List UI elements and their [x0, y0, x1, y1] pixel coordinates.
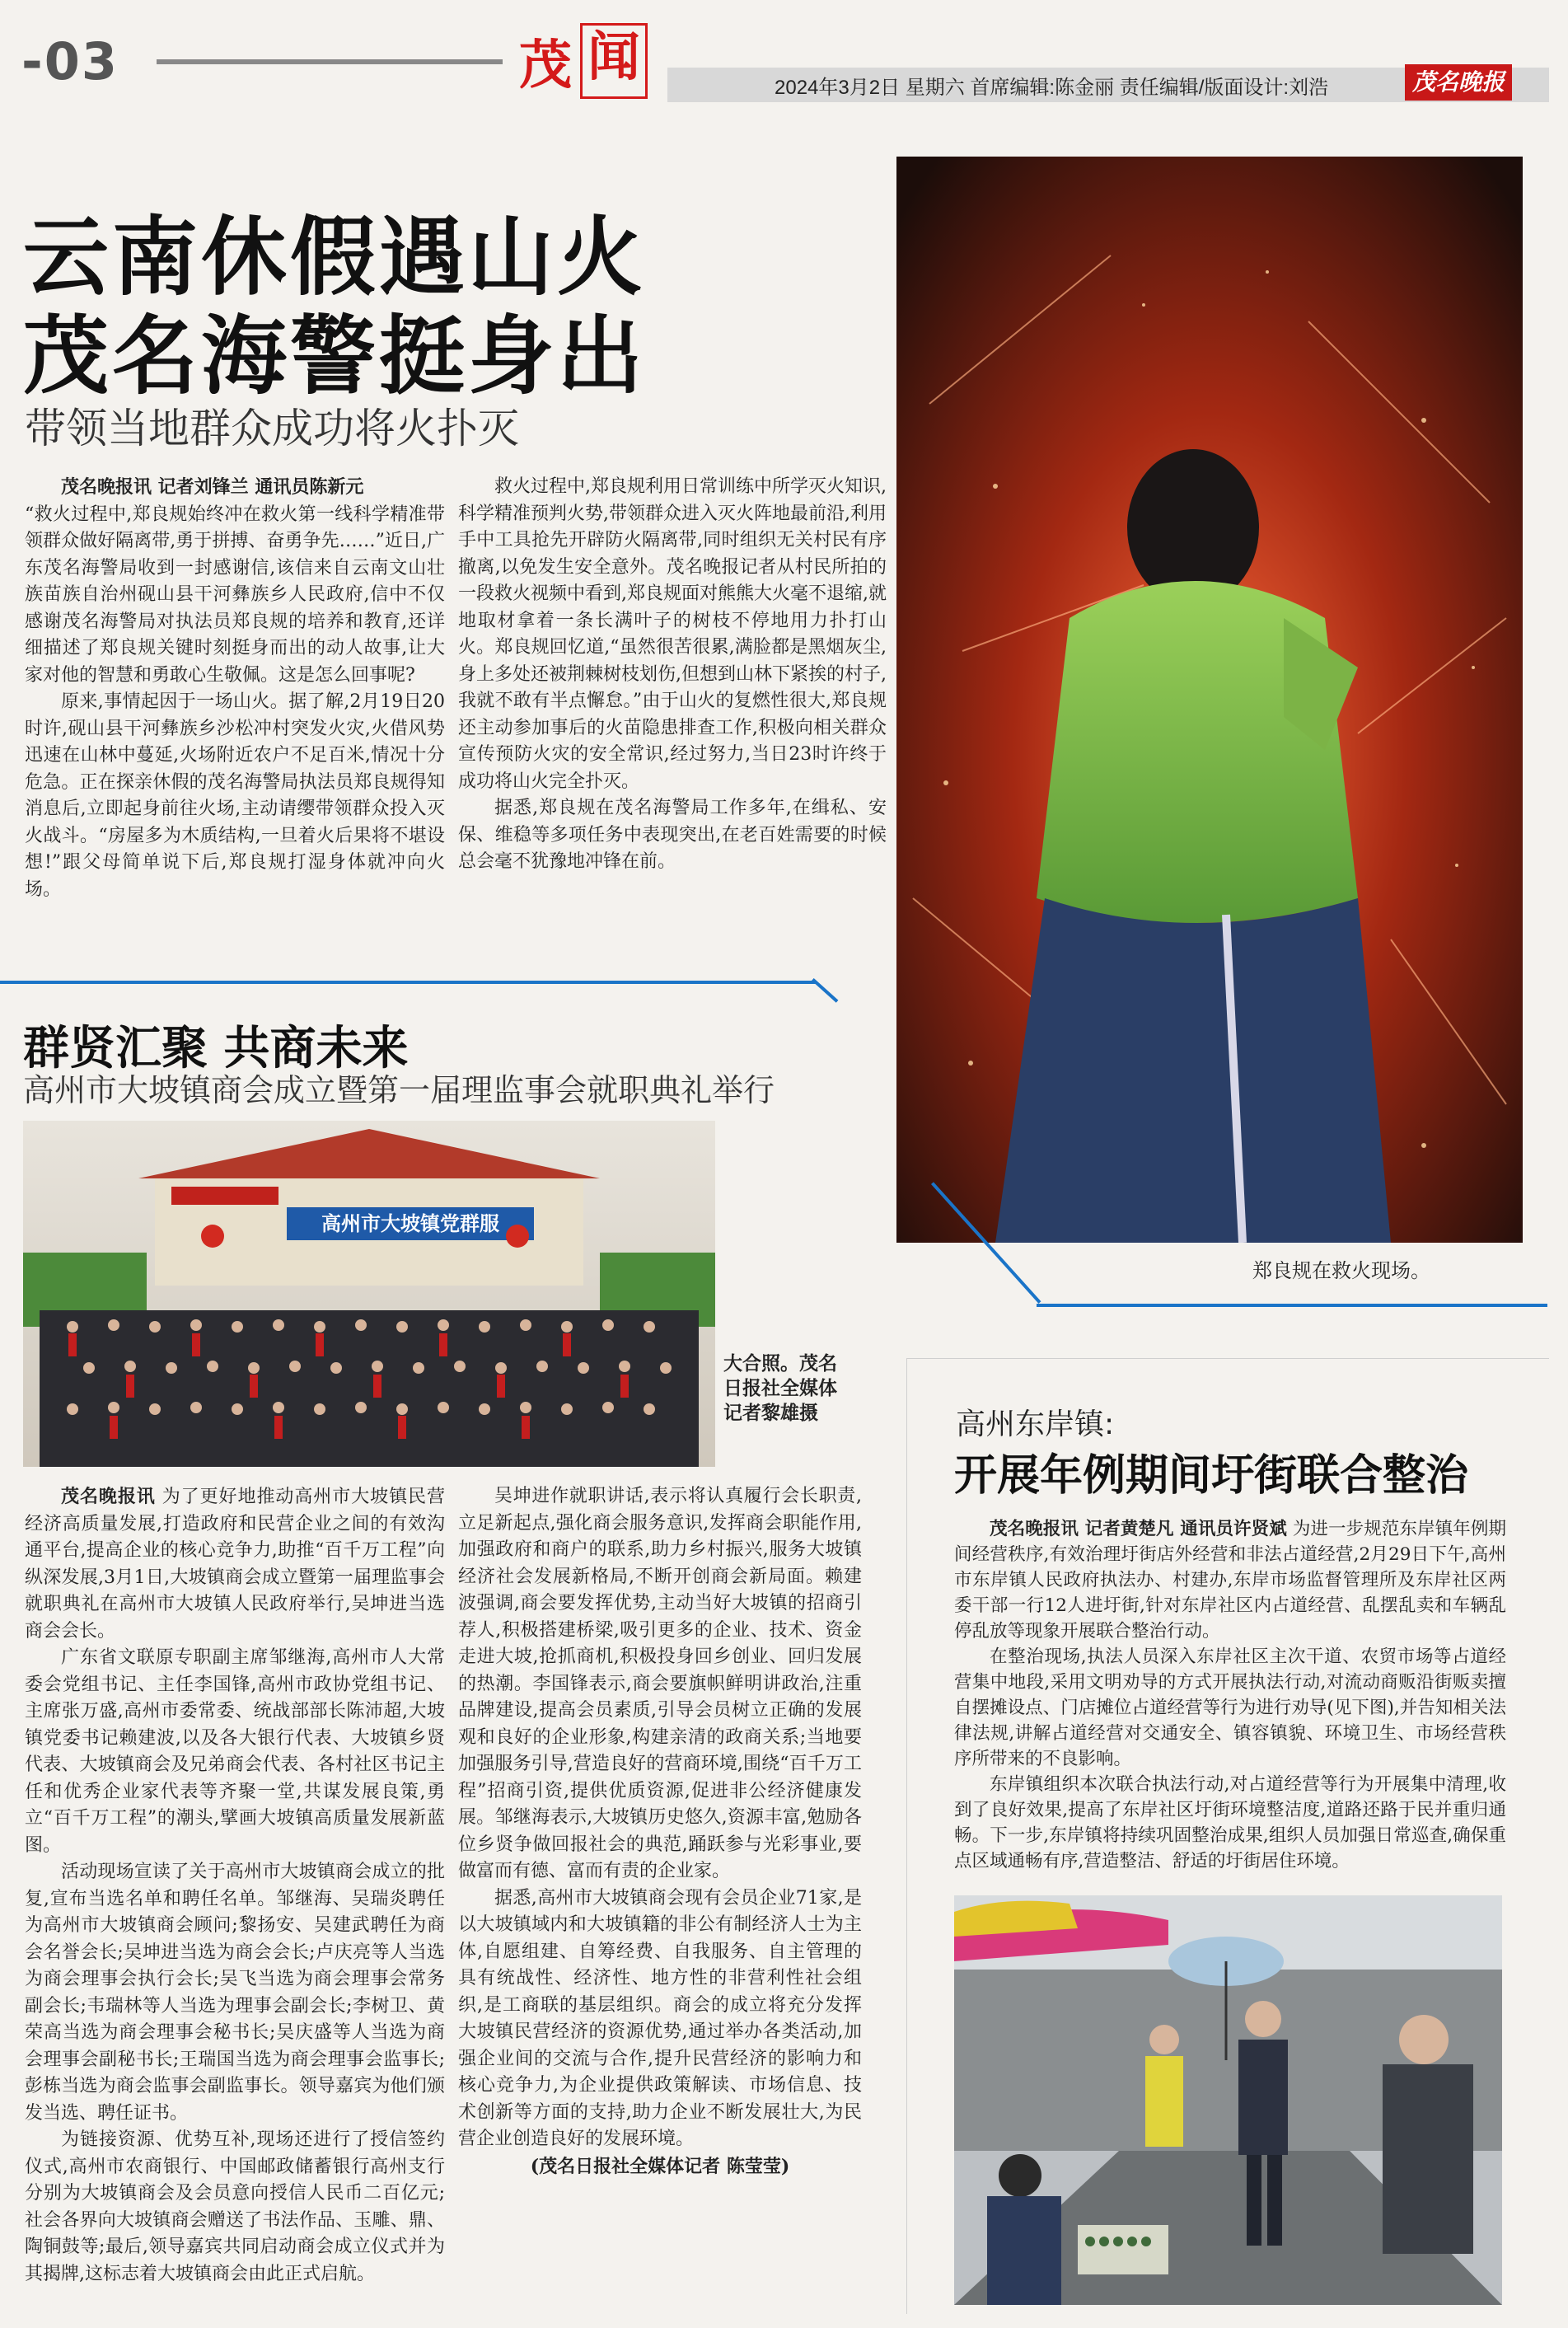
story1-subhead: 带领当地群众成功将火扑灭: [25, 405, 519, 452]
group-photo-caption: 大合照。茂名日报社全媒体记者黎雄摄: [723, 1353, 837, 1424]
story2-column-2: [458, 1483, 862, 2180]
section-mark: [519, 23, 648, 99]
story3-headline: 开展年例期间圩街联合整治: [954, 1451, 1469, 1501]
story2-headline: 群贤汇聚 共商未来: [23, 1022, 409, 1075]
blue-divider: [812, 978, 838, 1003]
header-rule: [157, 59, 503, 64]
group-photo-image: [23, 1121, 715, 1467]
story1-paragraph: “救火过程中,郑良规始终冲在救火第一线科学精准带领群众做好隔离带,勇于拼搏、奋勇争先……”近日,广东茂名海警局收到一封感谢信,该信来自云南文山壮族苗族自治州砚山县干河彝族乡人民政府,信中不仅感谢茂名海警局对执法员郑良规的培养和教育,还详细描述了郑良规关键时刻挺身而出的动人故事,让大家对他的智慧和勇敢心生敬佩。这是怎么回事呢?: [25, 504, 445, 686]
story1-paragraph: 救火过程中,郑良规利用日常训练中所学灭火知识,科学精准预判火势,带领群众进入灭火阵地最前沿,利用手中工具抢先开辟防火隔离带,同时组织无关村民有序撤离,以免发生安全意外。茂名晚报记者从村民所拍的一段救火视频中看到,郑良规面对熊熊大火毫不退缩,就地取材拿着一条长满叶子的树枝不停地用力扑打山火。郑良规回忆道,“虽然很苦很累,满脸都是黑烟灰尘,身上多处还被荆棘树枝划伤,但想到山林下紧挨的村子,我就不敢有半点懈怠。”由于山火的复燃性很大,郑良规还主动参加事后的火苗隐患排查工作,积极向相关群众宣传预防火灾的安全常识,经过努力,当日23时许终于成功将山火完全扑灭。: [458, 476, 887, 792]
story2-paragraph: 广东省文联原专职副主席邹继海,高州市人大常委会党组书记、主任李国锋,高州市政协党组书记、主席张万盛,高州市委常委、统战部部长陈沛超,大坡镇党委书记赖建波,以及各大银行代表、大坡镇乡贤代表、大坡镇商会及兄弟商会代表、各村社区书记主任和优秀企业家代表等齐聚一堂,共谋发展良策,勇立“百千万工程”的潮头,擘画大坡镇高质量发展新蓝图。: [25, 1647, 445, 1856]
story3-paragraph: 在整治现场,执法人员深入东岸社区主次干道、农贸市场等占道经营集中地段,采用文明劝导的方式开展执法行动,对流动商贩沿街贩卖擅自摆摊设点、门店摊位占道经营等行为进行劝导(见下图),并告知相关法律法规,讲解占道经营对交通安全、镇容镇貌、环境卫生、市场经营秩序所带来的不良影响。: [954, 1646, 1506, 1769]
story1-paragraph: 原来,事情起因于一场山火。据了解,2月19日20时许,砚山县干河彝族乡沙松冲村突发火灾,火借风势迅速在山林中蔓延,火场附近农户不足百米,情况十分危急。正在探亲休假的茂名海警局执法员郑良规得知消息后,立即起身前往火场,主动请缨带领群众投入灭火战斗。“房屋多为木质结构,一旦着火后果将不堪设想!”跟父母简单说下后,郑良规打湿身体就冲向火场。: [25, 691, 445, 900]
page-number: -03: [21, 31, 119, 91]
story2-column-1: [25, 1483, 445, 2288]
blue-divider: [1037, 1304, 1547, 1307]
masthead-logo: 茂名晚报: [1405, 64, 1512, 101]
story2-paragraph: 为了更好地推动高州市大坡镇民营经济高质量发展,打造政府和民营企业之间的有效沟通平台,提高企业的核心竞争力,助推“百千万工程”向纵深发展,3月1日,大坡镇商会成立暨第一届理监事会就职典礼在高州市大坡镇人民政府举行,吴坤进当选商会会长。: [25, 1487, 445, 1642]
story2-paragraph: 吴坤进作就职讲话,表示将认真履行会长职责,立足新起点,强化商会服务意识,发挥商会职能作用,加强政府和商户的联系,助力乡村振兴,服务大坡镇经济社会发展新格局,不断开创商会新局面。赖建波强调,商会要发挥优势,主动当好大坡镇的招商引荐人,积极搭建桥梁,吸引更多的企业、技术、资金走进大坡,抢抓商机,积极投身回乡创业、回归发展的热潮。李国锋表示,商会要旗帜鲜明讲政治,注重品牌建设,提高会员素质,引导会员树立正确的发展观和良好的企业形象,构建亲清的政商关系;当地要加强服务引导,营造良好的营商环境,围绕“百千万工程”招商引资,提供优质资源,促进非公经济健康发展。邹继海表示,大坡镇历史悠久,资源丰富,勉励各位乡贤争做回报社会的典范,踊跃参与光彩事业,要做富而有德、富而有责的企业家。: [458, 1486, 862, 1881]
story2-paragraph: 活动现场宣读了关于高州市大坡镇商会成立的批复,宣布当选名单和聘任名单。邹继海、吴瑞炎聘任为高州市大坡镇商会顾问;黎扬安、吴建武聘任为商会名誉会长;吴坤进当选为商会会长;卢庆亮等人当选为商会理事会执行会长;吴飞当选为商会理事会常务副会长;韦瑞林等人当选为理事会副会长;李树卫、黄荣高当选为商会理事会秘书长;吴庆盛等人当选为商会理事会副秘书长;王瑞国当选为商会理事会监事长;彭栋当选为商会监事会副监事长。领导嘉宾为他们颁发当选、聘任证书。: [25, 1862, 445, 2124]
story2-credit: (茂名日报社全媒体记者 陈莹莹): [530, 2155, 790, 2177]
street-enforcement-photo: [954, 1895, 1502, 2305]
story2-paragraph: 据悉,高州市大坡镇商会现有会员企业71家,是以大坡镇域内和大坡镇籍的非公有制经济人士为主体,自愿组建、自筹经费、自我服务、自主管理的具有统战性、经济性、地方性的非营利性社会组织,是工商联的基层组织。商会的成立将充分发挥大坡镇民营经济的资源优势,通过举办各类活动,加强企业间的交流与合作,提升民营经济的影响力和核心竞争力,为企业提供政策解读、市场信息、技术创新等方面的支持,助力企业不断发展壮大,为民营企业创造良好的发展环境。: [458, 1887, 862, 2149]
dateline: 2024年3月2日 星期六 首席编辑:陈金丽 责任编辑/版面设计:刘浩: [775, 77, 1329, 99]
story1-lead: 茂名晚报讯 记者刘锋兰 通讯员陈新元: [61, 476, 364, 498]
story1-paragraph: 据悉,郑良规在茂名海警局工作多年,在缉私、安保、维稳等多项任务中表现突出,在老百姓需要的时候总会毫不犹豫地冲锋在前。: [458, 798, 887, 872]
story3-body: [954, 1516, 1506, 1874]
street-enforcement-photo-image: [954, 1895, 1502, 2305]
group-photo: [23, 1121, 715, 1467]
story3-paragraph: 东岸镇组织本次联合执法行动,对占道经营等行为开展集中清理,收到了良好效果,提高了东岸社区圩街环境整洁度,道路还路于民并重归通畅。下一步,东岸镇将持续巩固整治成果,组织人员加强日常巡查,确保重点区域通畅有序,营造整洁、舒适的圩街居住环境。: [954, 1774, 1506, 1871]
section-char-1: 茂: [519, 35, 572, 96]
story1-headline-line2: 茂名海警挺身出: [23, 306, 647, 406]
story2-subhead: 高州市大坡镇商会成立暨第一届理监事会就职典礼举行: [23, 1072, 775, 1108]
story3-paragraph: 为进一步规范东岸镇年例期间经营秩序,有效治理圩街店外经营和非法占道经营,2月29日下午,高州市东岸镇人民政府执法办、村建办,东岸市场监督管理所及东岸社区两委干部一行12人进圩街,针对东岸社区内占道经营、乱摆乱卖和车辆乱停乱放等现象开展联合整治行动。: [954, 1519, 1506, 1642]
story3-lead: 茂名晚报讯 记者黄楚凡 通讯员许贤斌: [990, 1519, 1287, 1539]
story3-kicker: 高州东岸镇:: [956, 1408, 1115, 1441]
firefighting-photo-caption: 郑良规在救火现场。: [1252, 1260, 1430, 1282]
section-char-2: 闻: [580, 23, 648, 99]
story1-headline-line1: 云南休假遇山火: [23, 207, 647, 307]
firefighting-photo-image: [896, 157, 1523, 1243]
building-sign: 高州市大坡镇党群服: [321, 1212, 499, 1235]
firefighting-photo: [896, 157, 1523, 1243]
story3-rule: [906, 1358, 907, 2314]
story1-column-2: [458, 474, 887, 876]
blue-divider: [0, 981, 816, 984]
story2-lead: 茂名晚报讯: [61, 1486, 156, 1507]
story3-rule: [906, 1358, 1549, 1359]
story1-column-1: [25, 474, 445, 903]
story2-paragraph: 为链接资源、优势互补,现场还进行了授信签约仪式,高州市农商银行、中国邮政储蓄银行高州支行分别为大坡镇商会及会员意向授信人民币二百亿元;社会各界向大坡镇商会赠送了书法作品、玉雕、鼎、陶铜鼓等;最后,领导嘉宾共同启动商会成立仪式并为其揭牌,这标志着大坡镇商会由此正式启航。: [25, 2129, 445, 2284]
